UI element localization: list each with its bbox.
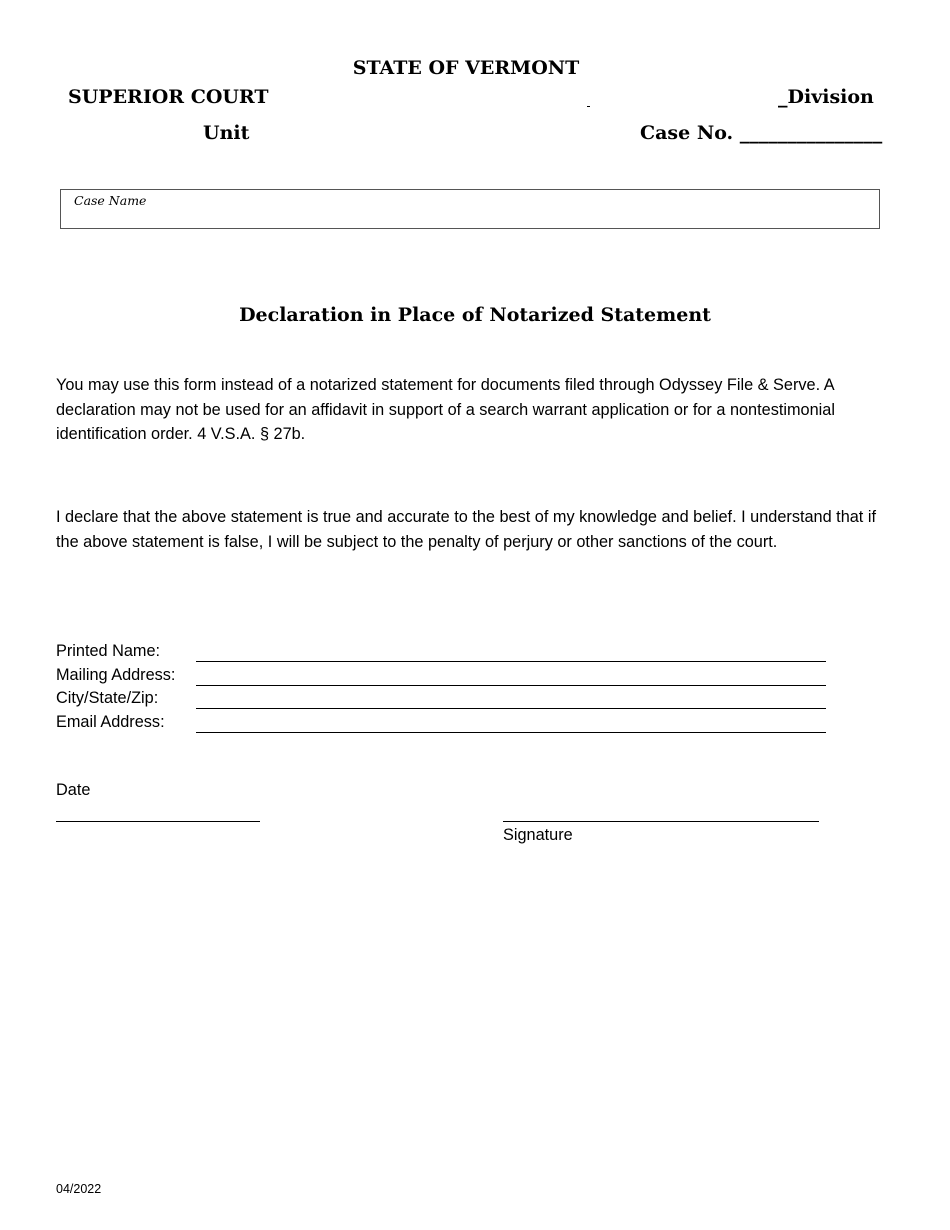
city-state-zip-label: City/State/Zip:	[56, 689, 159, 707]
document-title: Declaration in Place of Notarized Statement	[239, 304, 711, 326]
instructions-paragraph: You may use this form instead of a notarized statement for documents filed through Odyssey File & Serve. A declaration may not be used for an affidavit in support of a search warrant application or for a nontestimonial identification order. 4 V.S.A. § 27b.	[56, 376, 835, 443]
signature-label: Signature	[503, 826, 573, 844]
mailing-address-line[interactable]	[196, 685, 826, 686]
printed-name-line[interactable]	[196, 661, 826, 662]
email-address-label: Email Address:	[56, 713, 165, 731]
revision-date: 04/2022	[56, 1182, 102, 1196]
division-underline-mark	[587, 106, 590, 107]
printed-name-label: Printed Name:	[56, 642, 161, 660]
date-label: Date	[56, 781, 91, 799]
case-number-field[interactable]: Case No. _______________	[640, 122, 883, 144]
signature-line[interactable]	[503, 821, 819, 822]
unit-label: Unit	[203, 122, 250, 144]
city-state-zip-line[interactable]	[196, 708, 826, 709]
division-label: _Division	[778, 86, 874, 108]
court-name: SUPERIOR COURT	[68, 86, 269, 108]
email-address-line[interactable]	[196, 732, 826, 733]
case-name-label: Case Name	[74, 193, 147, 208]
case-name-box[interactable]	[60, 189, 880, 229]
mailing-address-label: Mailing Address:	[56, 666, 176, 684]
date-line[interactable]	[56, 821, 260, 822]
declaration-paragraph: I declare that the above statement is true and accurate to the best of my knowledge and belief. I understand that if the above statement is false, I will be subject to the penalty of perjury or other sanctions of the court.	[56, 508, 876, 551]
state-title: STATE OF VERMONT	[352, 57, 580, 79]
